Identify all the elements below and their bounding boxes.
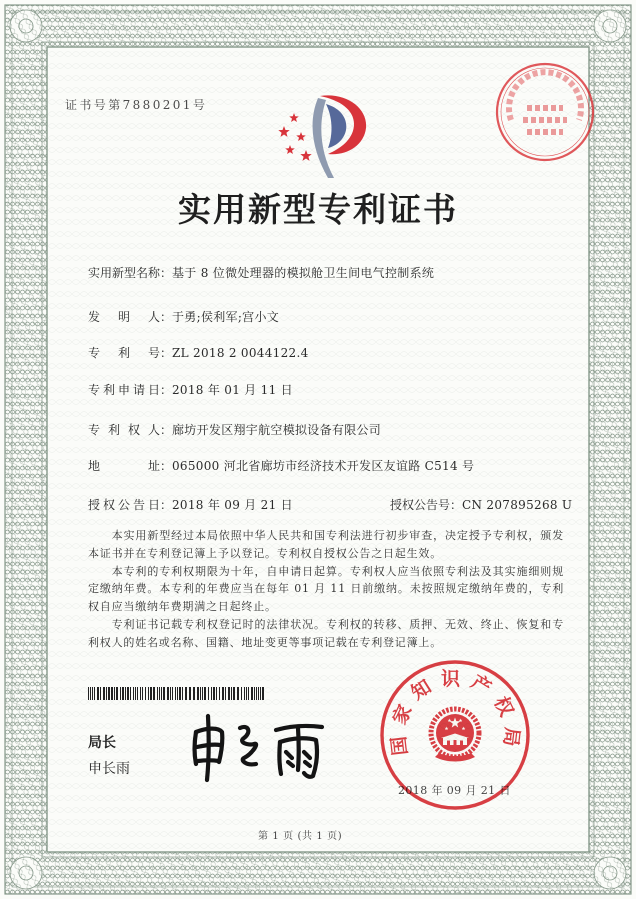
barcode-bar bbox=[94, 687, 95, 700]
barcode-bar bbox=[233, 687, 235, 700]
field-value: 2018 年 01 月 11 日 bbox=[172, 383, 293, 397]
field-separator: ： bbox=[160, 346, 173, 360]
barcode-bar bbox=[246, 687, 247, 700]
logo-star-icon bbox=[300, 150, 311, 161]
certificate-number: 证书号第7880201号 bbox=[65, 98, 208, 112]
barcode-bar bbox=[208, 687, 209, 700]
signature-stroke bbox=[304, 752, 310, 766]
barcode-bar bbox=[122, 687, 124, 700]
barcode-bar bbox=[228, 687, 230, 700]
agency-stamp-arc-lettering bbox=[509, 72, 581, 120]
barcode-bar bbox=[216, 687, 217, 700]
barcode-bar bbox=[137, 687, 138, 700]
corner-rosette bbox=[594, 10, 626, 42]
grant-date-label: 授权公告日 bbox=[88, 498, 160, 512]
barcode-bar bbox=[167, 687, 169, 700]
field-separator: ： bbox=[160, 266, 173, 280]
barcode-bar bbox=[120, 687, 121, 700]
barcode-bar bbox=[92, 687, 93, 700]
patent-office-logo bbox=[268, 92, 372, 182]
field-utility-model-name bbox=[88, 266, 434, 280]
corner-rosette bbox=[594, 857, 626, 889]
field-label: 实用新型名称 bbox=[88, 266, 161, 280]
barcode-bar bbox=[241, 687, 242, 700]
signature-stroke bbox=[298, 728, 299, 770]
director-signature bbox=[182, 710, 332, 786]
signature-stroke bbox=[286, 752, 293, 766]
barcode bbox=[88, 687, 266, 700]
seal-text: 国家知识产权局 bbox=[386, 668, 524, 757]
barcode-bar bbox=[251, 687, 253, 700]
field-value: ZL 2018 2 0044122.4 bbox=[172, 346, 309, 360]
barcode-bar bbox=[90, 687, 91, 700]
seal-emblem bbox=[431, 709, 479, 762]
barcode-bar bbox=[170, 687, 171, 700]
barcode-bar bbox=[189, 687, 191, 700]
field-separator: ： bbox=[160, 310, 173, 324]
barcode-bar bbox=[200, 687, 201, 700]
field-separator: ： bbox=[160, 498, 173, 512]
barcode-bar bbox=[248, 687, 249, 700]
emblem-ribbon bbox=[435, 753, 475, 762]
barcode-bar bbox=[97, 687, 99, 700]
page-footer: 第 1 页 (共 1 页) bbox=[258, 831, 343, 842]
logo-blue-inner bbox=[326, 104, 346, 148]
director-title: 局长 bbox=[88, 735, 116, 751]
barcode-bar bbox=[148, 687, 149, 700]
barcode-bar bbox=[225, 687, 226, 700]
grant-number-value: CN 207895268 U bbox=[462, 498, 573, 512]
barcode-bar bbox=[140, 687, 141, 700]
barcode-bar bbox=[204, 687, 206, 700]
logo-star-icon bbox=[289, 113, 299, 122]
body-paragraph: 本专利的专利权期限为十年，自申请日起算。专利权人应当依照专利法及其实施细则规定缴纳年费。本专利的年费应当在每年 01 月 11 日前缴纳。未按照规定缴纳年费的，专利权自应当缴纳年费期满之日起终止。 bbox=[88, 564, 564, 614]
field-label: 专利号 bbox=[88, 346, 160, 360]
barcode-bar bbox=[133, 687, 134, 700]
barcode-bar bbox=[177, 687, 178, 700]
field-value: 于勇;侯利军;宫小文 bbox=[172, 310, 280, 324]
barcode-bar bbox=[145, 687, 146, 700]
barcode-bar bbox=[172, 687, 173, 700]
barcode-bar bbox=[197, 687, 199, 700]
field-separator: ： bbox=[160, 383, 173, 397]
field-label: 专利申请日 bbox=[88, 383, 160, 397]
barcode-bar bbox=[114, 687, 115, 700]
barcode-bar bbox=[175, 687, 176, 700]
barcode-bar bbox=[142, 687, 143, 700]
field-label: 发明人 bbox=[88, 310, 160, 324]
director-name: 申长雨 bbox=[88, 761, 130, 777]
barcode-bar bbox=[211, 687, 212, 700]
barcode-bar bbox=[213, 687, 215, 700]
field-value: 065000 河北省廊坊市经济技术开发区友谊路 C514 号 bbox=[172, 459, 475, 473]
barcode-bar bbox=[256, 687, 257, 700]
barcode-bar bbox=[159, 687, 160, 700]
barcode-bar bbox=[150, 687, 152, 700]
barcode-bar bbox=[106, 687, 107, 700]
barcode-bar bbox=[135, 687, 136, 700]
barcode-bar bbox=[108, 687, 110, 700]
barcode-bar bbox=[116, 687, 118, 700]
signature-stroke bbox=[279, 742, 281, 774]
barcode-bar bbox=[127, 687, 129, 700]
barcode-bar bbox=[163, 687, 165, 700]
barcode-bar bbox=[237, 687, 239, 700]
field-label: 地址 bbox=[88, 459, 160, 473]
barcode-bar bbox=[219, 687, 220, 700]
barcode-bar bbox=[254, 687, 255, 700]
grant-number-label: 授权公告号 bbox=[390, 498, 451, 512]
barcode-bar bbox=[202, 687, 203, 700]
barcode-bar bbox=[103, 687, 105, 700]
field-address bbox=[88, 459, 474, 473]
barcode-bar bbox=[260, 687, 261, 700]
official-seal bbox=[377, 657, 533, 813]
logo-star-icon bbox=[296, 132, 306, 141]
barcode-bar bbox=[182, 687, 183, 700]
body-paragraph: 专利证书记载专利权登记时的法律状况。专利权的转移、质押、无效、终止、恢复和专利权人的姓名或名称、国籍、地址变更等事项记载在专利登记簿上。 bbox=[88, 617, 564, 649]
field-patent-number bbox=[88, 346, 309, 360]
barcode-bar bbox=[161, 687, 162, 700]
agency-stamp-inner-ring bbox=[501, 68, 589, 156]
logo-stars bbox=[278, 113, 311, 161]
field-grant bbox=[88, 498, 573, 512]
emblem-gate-door bbox=[447, 741, 450, 746]
corner-rosette bbox=[10, 857, 42, 889]
barcode-bar bbox=[111, 687, 113, 700]
field-inventors bbox=[88, 310, 279, 324]
barcode-bar bbox=[179, 687, 181, 700]
field-separator: ： bbox=[160, 459, 173, 473]
field-value: 基于 8 位微处理器的模拟舱卫生间电气控制系统 bbox=[172, 266, 435, 280]
certificate-body bbox=[88, 527, 564, 652]
agency-stamp bbox=[493, 60, 597, 164]
field-separator: ： bbox=[450, 498, 463, 512]
field-value: 廊坊开发区翔宇航空模拟设备有限公司 bbox=[172, 423, 382, 437]
signature-stroke bbox=[207, 716, 209, 780]
logo-star-icon bbox=[278, 126, 289, 137]
field-filing-date bbox=[88, 383, 293, 397]
barcode-bar bbox=[130, 687, 131, 700]
certificate-title: 实用新型专利证书 bbox=[178, 190, 458, 229]
field-patentee bbox=[88, 423, 381, 437]
barcode-bar bbox=[231, 687, 232, 700]
logo-star-icon bbox=[285, 145, 295, 154]
emblem-gate-door bbox=[460, 741, 463, 746]
barcode-bar bbox=[185, 687, 187, 700]
field-label: 专利权人 bbox=[88, 423, 160, 437]
emblem-gate-door bbox=[454, 740, 457, 745]
body-paragraph: 本实用新型经过本局依照中华人民共和国专利法进行初步审查，决定授予专利权，颁发本证书并在专利登记簿上予以登记。专利权自授权公告之日起生效。 bbox=[88, 529, 564, 560]
barcode-bar bbox=[100, 687, 101, 700]
barcode-bar bbox=[262, 687, 264, 700]
barcode-bar bbox=[153, 687, 155, 700]
barcode-bar bbox=[258, 687, 259, 700]
barcode-bar bbox=[157, 687, 158, 700]
barcode-bar bbox=[88, 687, 89, 700]
barcode-bar bbox=[125, 687, 126, 700]
signature-stroke bbox=[240, 727, 256, 764]
field-separator: ： bbox=[160, 423, 173, 437]
corner-rosette bbox=[10, 10, 42, 42]
barcode-bar bbox=[244, 687, 245, 700]
grant-number bbox=[390, 498, 572, 512]
grant-date-value: 2018 年 09 月 21 日 bbox=[172, 498, 293, 512]
seal-date: 2018 年 09 月 21 日 bbox=[398, 784, 511, 797]
barcode-bar bbox=[222, 687, 224, 700]
barcode-bar bbox=[193, 687, 195, 700]
